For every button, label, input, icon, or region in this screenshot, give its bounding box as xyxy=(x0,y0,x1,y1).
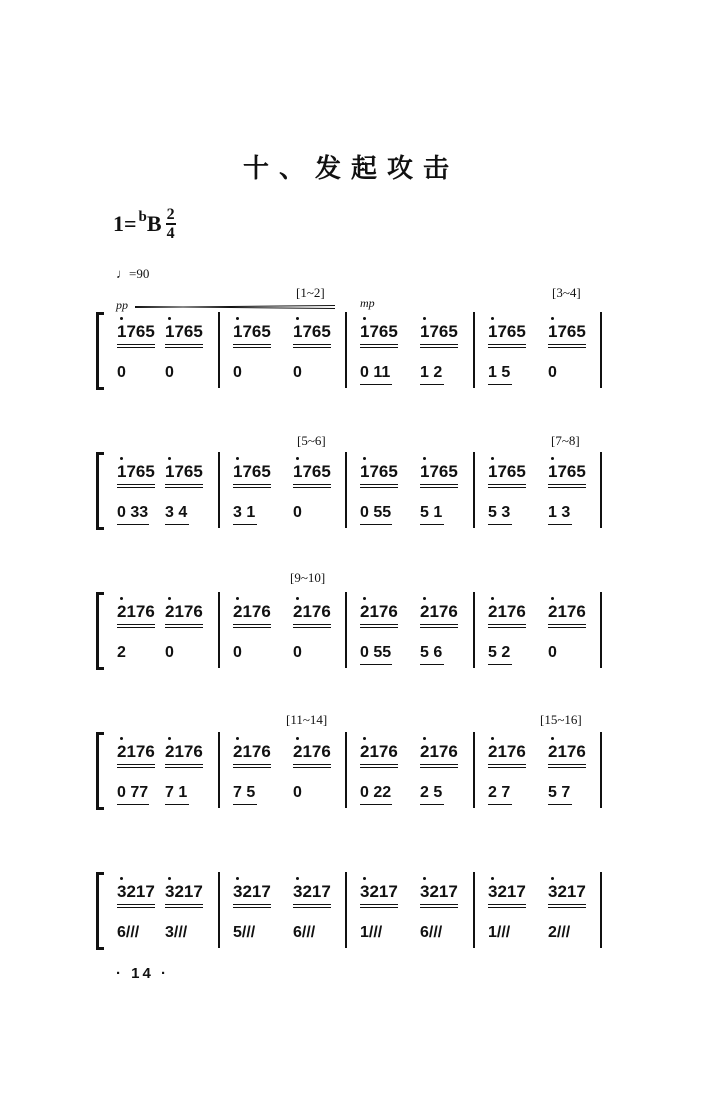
beam-line xyxy=(548,804,572,805)
system-4 xyxy=(0,712,702,812)
lower-note-group: 3 4 xyxy=(165,504,188,521)
beam-line xyxy=(293,487,331,488)
octave-dot xyxy=(363,737,366,740)
beam-line xyxy=(117,487,155,488)
upper-note-group: 1765 xyxy=(548,462,586,481)
lower-note-group: 1 2 xyxy=(420,364,443,381)
lower-note-group: 0 xyxy=(293,364,302,381)
system-3 xyxy=(0,570,702,672)
octave-dot xyxy=(551,877,554,880)
dynamic-pp: pp xyxy=(116,298,128,312)
upper-note-group: 2176 xyxy=(488,602,526,621)
beam-line xyxy=(548,524,572,525)
barline xyxy=(218,592,220,668)
lower-note-group: 0 xyxy=(233,364,242,381)
beam-line xyxy=(420,764,458,765)
octave-dot xyxy=(363,317,366,320)
barline xyxy=(218,312,220,388)
beam-line xyxy=(165,767,203,768)
beam-line xyxy=(165,347,203,348)
lower-note-group: 0 xyxy=(293,784,302,801)
beam-line xyxy=(233,767,271,768)
system-5 xyxy=(0,872,702,952)
upper-note-group: 2176 xyxy=(233,602,271,621)
lower-note-group: 2/// xyxy=(548,924,571,941)
octave-dot xyxy=(363,597,366,600)
lower-note-group: 2 7 xyxy=(488,784,511,801)
barline xyxy=(345,452,347,528)
system-2 xyxy=(0,433,702,532)
upper-note-group: 2176 xyxy=(293,602,331,621)
beam-line xyxy=(360,344,398,345)
barline xyxy=(473,872,475,948)
lower-note-group: 6/// xyxy=(293,924,316,941)
octave-dot xyxy=(296,317,299,320)
beam-line xyxy=(293,344,331,345)
octave-dot xyxy=(423,877,426,880)
beam-line xyxy=(165,484,203,485)
beam-line xyxy=(165,344,203,345)
beam-line xyxy=(548,484,586,485)
octave-dot xyxy=(236,737,239,740)
beam-line xyxy=(293,904,331,905)
lower-note-group: 3 1 xyxy=(233,504,256,521)
octave-dot xyxy=(551,597,554,600)
key-tonic: 1 xyxy=(113,211,124,236)
beam-line xyxy=(420,524,444,525)
upper-note-group: 1765 xyxy=(117,322,155,341)
octave-dot xyxy=(168,317,171,320)
barline xyxy=(600,592,602,668)
dynamic-mp: mp xyxy=(360,296,375,310)
beam-line xyxy=(360,484,398,485)
beam-line xyxy=(488,804,512,805)
beam-line xyxy=(233,764,271,765)
lower-note-group: 0 55 xyxy=(360,644,392,661)
barline xyxy=(345,732,347,808)
beam-line xyxy=(117,524,149,525)
barline xyxy=(600,312,602,388)
beam-line xyxy=(233,484,271,485)
beam-line xyxy=(488,524,512,525)
beam-line xyxy=(360,664,392,665)
beam-line xyxy=(420,487,458,488)
octave-dot xyxy=(363,457,366,460)
lower-note-group: 0 xyxy=(548,644,557,661)
barline xyxy=(345,872,347,948)
beam-line xyxy=(293,347,331,348)
barline xyxy=(345,592,347,668)
octave-dot xyxy=(296,597,299,600)
lower-note-group: 5 1 xyxy=(420,504,443,521)
beam-line xyxy=(488,484,526,485)
beam-line xyxy=(548,764,586,765)
octave-dot xyxy=(120,877,123,880)
octave-dot xyxy=(120,457,123,460)
beam-line xyxy=(293,624,331,625)
beam-line xyxy=(548,347,586,348)
lower-note-group: 1 5 xyxy=(488,364,511,381)
lower-note-group: 1/// xyxy=(360,924,383,941)
barline xyxy=(473,592,475,668)
key-equals: = xyxy=(124,211,137,236)
upper-note-group: 2176 xyxy=(117,742,155,761)
upper-note-group: 2176 xyxy=(165,602,203,621)
upper-note-group: 3217 xyxy=(548,882,586,901)
upper-note-group: 2176 xyxy=(360,742,398,761)
beam-line xyxy=(360,764,398,765)
lower-note-group: 0 11 xyxy=(360,364,391,381)
beam-line xyxy=(488,664,512,665)
lower-note-group: 0 22 xyxy=(360,784,392,801)
lower-note-group: 6/// xyxy=(117,924,140,941)
system-brace xyxy=(96,592,104,670)
beam-line xyxy=(360,907,398,908)
beam-line xyxy=(488,344,526,345)
beam-line xyxy=(420,804,444,805)
upper-note-group: 1765 xyxy=(360,322,398,341)
octave-dot xyxy=(491,597,494,600)
lower-note-group: 5 2 xyxy=(488,644,511,661)
octave-dot xyxy=(423,597,426,600)
beam-line xyxy=(420,484,458,485)
tempo-marking: ♩=90 xyxy=(116,266,150,281)
barline xyxy=(473,452,475,528)
octave-dot xyxy=(168,597,171,600)
octave-dot xyxy=(236,457,239,460)
beam-line xyxy=(293,627,331,628)
octave-dot xyxy=(551,317,554,320)
lower-note-group: 2 5 xyxy=(420,784,443,801)
lower-note-group: 0 55 xyxy=(360,504,392,521)
rehearsal-mark: [9~10] xyxy=(290,570,326,585)
beam-line xyxy=(117,484,155,485)
beam-line xyxy=(360,624,398,625)
beam-line xyxy=(233,904,271,905)
beam-line xyxy=(488,904,526,905)
page-title: 十、发起攻击 xyxy=(242,154,459,184)
beam-line xyxy=(420,767,458,768)
lower-note-group: 5 7 xyxy=(548,784,571,801)
upper-note-group: 3217 xyxy=(233,882,271,901)
beam-line xyxy=(420,907,458,908)
beam-line xyxy=(488,384,512,385)
lower-note-group: 0 xyxy=(293,644,302,661)
beam-line xyxy=(488,764,526,765)
octave-dot xyxy=(423,317,426,320)
rehearsal-mark: [1~2] xyxy=(296,285,325,300)
lower-note-group: 5 3 xyxy=(488,504,511,521)
lower-note-group: 1/// xyxy=(488,924,511,941)
beam-line xyxy=(117,904,155,905)
key-note: B xyxy=(146,211,162,236)
upper-note-group: 1765 xyxy=(165,462,203,481)
octave-dot xyxy=(551,737,554,740)
lower-note-group: 0 xyxy=(165,644,174,661)
beam-line xyxy=(165,624,203,625)
beam-line xyxy=(360,487,398,488)
upper-note-group: 1765 xyxy=(233,462,271,481)
beam-line xyxy=(117,764,155,765)
beam-line xyxy=(548,627,586,628)
beam-line xyxy=(420,344,458,345)
upper-note-group: 2176 xyxy=(293,742,331,761)
octave-dot xyxy=(120,317,123,320)
rehearsal-mark: [7~8] xyxy=(551,433,580,448)
beam-line xyxy=(233,524,257,525)
beam-line xyxy=(165,907,203,908)
upper-note-group: 2176 xyxy=(488,742,526,761)
beam-line xyxy=(165,804,189,805)
beam-line xyxy=(233,487,271,488)
octave-dot xyxy=(491,457,494,460)
barline xyxy=(600,872,602,948)
beam-line xyxy=(117,624,155,625)
barline xyxy=(473,732,475,808)
beam-line xyxy=(548,904,586,905)
key-signature xyxy=(113,206,176,242)
beam-line xyxy=(488,907,526,908)
beam-line xyxy=(293,767,331,768)
octave-dot xyxy=(491,737,494,740)
beam-line xyxy=(488,347,526,348)
octave-dot xyxy=(168,737,171,740)
upper-note-group: 2176 xyxy=(548,602,586,621)
upper-note-group: 3217 xyxy=(360,882,398,901)
beam-line xyxy=(117,907,155,908)
beam-line xyxy=(233,907,271,908)
rehearsal-mark: [11~14] xyxy=(286,712,328,727)
lower-note-group: 0 xyxy=(233,644,242,661)
beam-line xyxy=(233,804,257,805)
upper-note-group: 2176 xyxy=(117,602,155,621)
octave-dot xyxy=(236,877,239,880)
beam-line xyxy=(165,904,203,905)
lower-note-group: 0 77 xyxy=(117,784,149,801)
octave-dot xyxy=(423,737,426,740)
time-signature xyxy=(166,206,176,242)
time-unit: 4 xyxy=(166,225,175,242)
rehearsal-mark: [15~16] xyxy=(540,712,582,727)
beam-line xyxy=(293,907,331,908)
beam-line xyxy=(293,764,331,765)
octave-dot xyxy=(551,457,554,460)
beam-line xyxy=(488,624,526,625)
lower-note-group: 7 5 xyxy=(233,784,256,801)
beam-line xyxy=(548,344,586,345)
octave-dot xyxy=(236,317,239,320)
beam-line xyxy=(360,904,398,905)
beam-line xyxy=(360,804,392,805)
beam-line xyxy=(117,767,155,768)
upper-note-group: 3217 xyxy=(420,882,458,901)
beam-line xyxy=(117,347,155,348)
beam-line xyxy=(233,347,271,348)
upper-note-group: 1765 xyxy=(488,322,526,341)
beam-line xyxy=(420,624,458,625)
beam-line xyxy=(360,384,392,385)
lower-note-group: 0 xyxy=(548,364,557,381)
beam-line xyxy=(233,344,271,345)
barline xyxy=(473,312,475,388)
upper-note-group: 1765 xyxy=(233,322,271,341)
octave-dot xyxy=(168,877,171,880)
barline xyxy=(600,452,602,528)
upper-note-group: 1765 xyxy=(293,322,331,341)
lower-note-group: 0 xyxy=(165,364,174,381)
beam-line xyxy=(420,384,444,385)
upper-note-group: 3217 xyxy=(293,882,331,901)
beam-line xyxy=(420,904,458,905)
system-brace xyxy=(96,312,104,390)
system-brace xyxy=(96,732,104,810)
lower-note-group: 3/// xyxy=(165,924,188,941)
upper-note-group: 2176 xyxy=(420,602,458,621)
octave-dot xyxy=(120,737,123,740)
lower-note-group: 7 1 xyxy=(165,784,188,801)
barline xyxy=(218,872,220,948)
upper-note-group: 3217 xyxy=(117,882,155,901)
upper-note-group: 3217 xyxy=(165,882,203,901)
octave-dot xyxy=(296,457,299,460)
upper-note-group: 1765 xyxy=(165,322,203,341)
upper-note-group: 3217 xyxy=(488,882,526,901)
lower-note-group: 5 6 xyxy=(420,644,443,661)
system-brace xyxy=(96,452,104,530)
lower-note-group: 6/// xyxy=(420,924,443,941)
beam-line xyxy=(165,487,203,488)
beam-line xyxy=(165,524,189,525)
upper-note-group: 2176 xyxy=(420,742,458,761)
barline xyxy=(218,732,220,808)
key-flat: b xyxy=(138,208,147,225)
beam-line xyxy=(117,627,155,628)
octave-dot xyxy=(236,597,239,600)
beam-line xyxy=(420,627,458,628)
lower-note-group: 5/// xyxy=(233,924,256,941)
barline xyxy=(345,312,347,388)
beam-line xyxy=(488,767,526,768)
upper-note-group: 1765 xyxy=(420,322,458,341)
octave-dot xyxy=(491,317,494,320)
octave-dot xyxy=(296,877,299,880)
lower-note-group: 2 xyxy=(117,644,126,661)
lower-note-group: 0 xyxy=(117,364,126,381)
upper-note-group: 1765 xyxy=(360,462,398,481)
beam-line xyxy=(360,524,392,525)
beam-line xyxy=(420,347,458,348)
beam-line xyxy=(488,627,526,628)
beam-line xyxy=(165,764,203,765)
upper-note-group: 1765 xyxy=(548,322,586,341)
beam-line xyxy=(233,627,271,628)
lower-note-group: 0 xyxy=(293,504,302,521)
octave-dot xyxy=(491,877,494,880)
octave-dot xyxy=(296,737,299,740)
barline xyxy=(600,732,602,808)
barline xyxy=(218,452,220,528)
beam-line xyxy=(548,907,586,908)
upper-note-group: 2176 xyxy=(548,742,586,761)
beam-line xyxy=(165,627,203,628)
upper-note-group: 1765 xyxy=(293,462,331,481)
beam-line xyxy=(233,624,271,625)
lower-note-group: 0 33 xyxy=(117,504,149,521)
time-beats: 2 xyxy=(166,206,175,223)
beam-line xyxy=(548,767,586,768)
beam-line xyxy=(488,487,526,488)
octave-dot xyxy=(168,457,171,460)
upper-note-group: 2176 xyxy=(360,602,398,621)
octave-dot xyxy=(120,597,123,600)
system-brace xyxy=(96,872,104,950)
beam-line xyxy=(117,804,149,805)
beam-line xyxy=(117,344,155,345)
beam-line xyxy=(360,347,398,348)
octave-dot xyxy=(423,457,426,460)
upper-note-group: 1765 xyxy=(117,462,155,481)
upper-note-group: 1765 xyxy=(488,462,526,481)
beam-line xyxy=(360,627,398,628)
rehearsal-mark: [5~6] xyxy=(297,433,326,448)
beam-line xyxy=(420,664,444,665)
upper-note-group: 2176 xyxy=(165,742,203,761)
upper-note-group: 1765 xyxy=(420,462,458,481)
beam-line xyxy=(360,767,398,768)
beam-line xyxy=(548,624,586,625)
rehearsal-mark: [3~4] xyxy=(552,285,581,300)
beam-line xyxy=(548,487,586,488)
lower-note-group: 1 3 xyxy=(548,504,571,521)
beam-line xyxy=(293,484,331,485)
octave-dot xyxy=(363,877,366,880)
page-number: · 14 · xyxy=(116,965,170,982)
upper-note-group: 2176 xyxy=(233,742,271,761)
